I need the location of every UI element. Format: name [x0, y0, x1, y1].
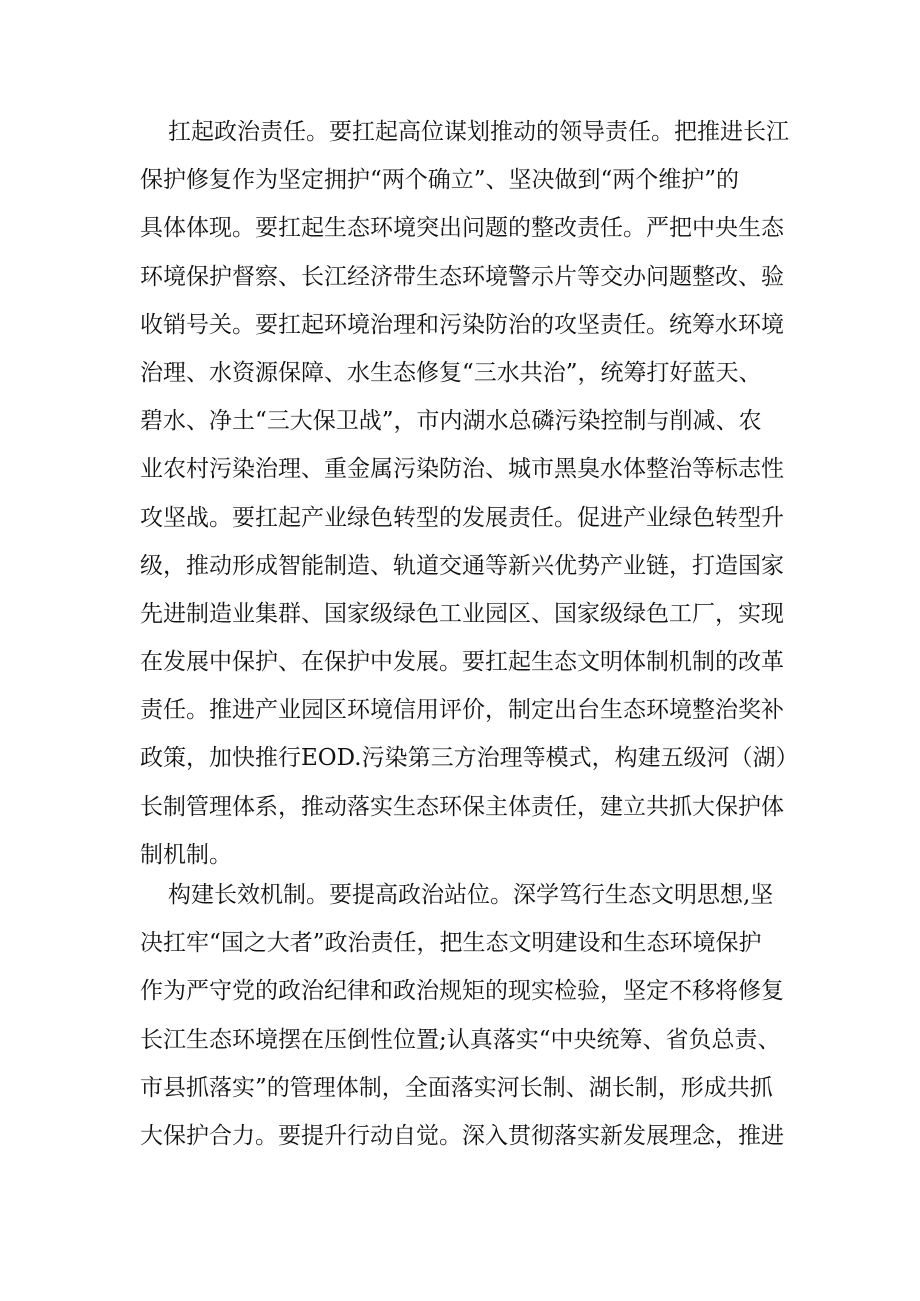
text-line: 作为严守党的政治纪律和政治规矩的现实检验，坚定不移将修复	[140, 978, 784, 1005]
text-line: 构建长效机制。要提高政治站位。深学笃行生态文明思想,坚	[168, 882, 774, 908]
text-line: 制机制。	[140, 841, 232, 868]
text-line: 具体体现。要扛起生态环境突出问题的整改责任。严把中央生态	[140, 215, 784, 242]
text-line: 治理、水资源保障、水生态修复“三水共治”，统筹打好蓝天、	[140, 359, 762, 386]
text-line: 责任。推进产业园区环境信用评价，制定出台生态环境整治奖补	[140, 697, 784, 724]
text-line: 在发展中保护、在保护中发展。要扛起生态文明体制机制的改革	[140, 649, 784, 676]
text-line: 收销号关。要扛起环境治理和污染防治的攻坚责任。统筹水环境	[140, 311, 784, 338]
text-line: 长江生态环境摆在压倒性位置;认真落实“中央统筹、省负总责、	[140, 1026, 781, 1053]
paragraph-political-responsibility	[140, 108, 799, 879]
paragraph-long-term-mechanism	[140, 871, 784, 1160]
text-line: 保护修复作为坚定拥护“两个确立”、坚决做到“两个维护”的	[140, 167, 740, 194]
text-line: 政策，加快推行EOD.污染第三方治理等模式，构建五级河（湖）	[140, 745, 799, 772]
text-line: 攻坚战。要扛起产业绿色转型的发展责任。促进产业绿色转型升	[140, 504, 784, 531]
text-line: 业农村污染治理、重金属污染防治、城市黑臭水体整治等标志性	[140, 456, 784, 483]
text-line: 碧水、净土“三大保卫战”，市内湖水总磷污染控制与削减、农	[140, 408, 762, 435]
text-line: 大保护合力。要提升行动自觉。深入贯彻落实新发展理念，推进	[140, 1122, 784, 1149]
text-line: 级，推动形成智能制造、轨道交通等新兴优势产业链，打造国家	[140, 552, 784, 579]
text-line: 市县抓落实”的管理体制，全面落实河长制、湖长制，形成共抓	[140, 1074, 773, 1101]
text-line: 环境保护督察、长江经济带生态环境警示片等交办问题整改、验	[140, 263, 784, 290]
text-line: 长制管理体系，推动落实生态环保主体责任，建立共抓大保护体	[140, 793, 784, 820]
text-line: 扛起政治责任。要扛起高位谋划推动的领导责任。把推进长江	[168, 119, 789, 145]
text-line: 先进制造业集群、国家级绿色工业园区、国家级绿色工厂，实现	[140, 600, 784, 627]
text-line: 决扛牢“国之大者”政治责任，把生态文明建设和生态环境保护	[140, 930, 762, 957]
